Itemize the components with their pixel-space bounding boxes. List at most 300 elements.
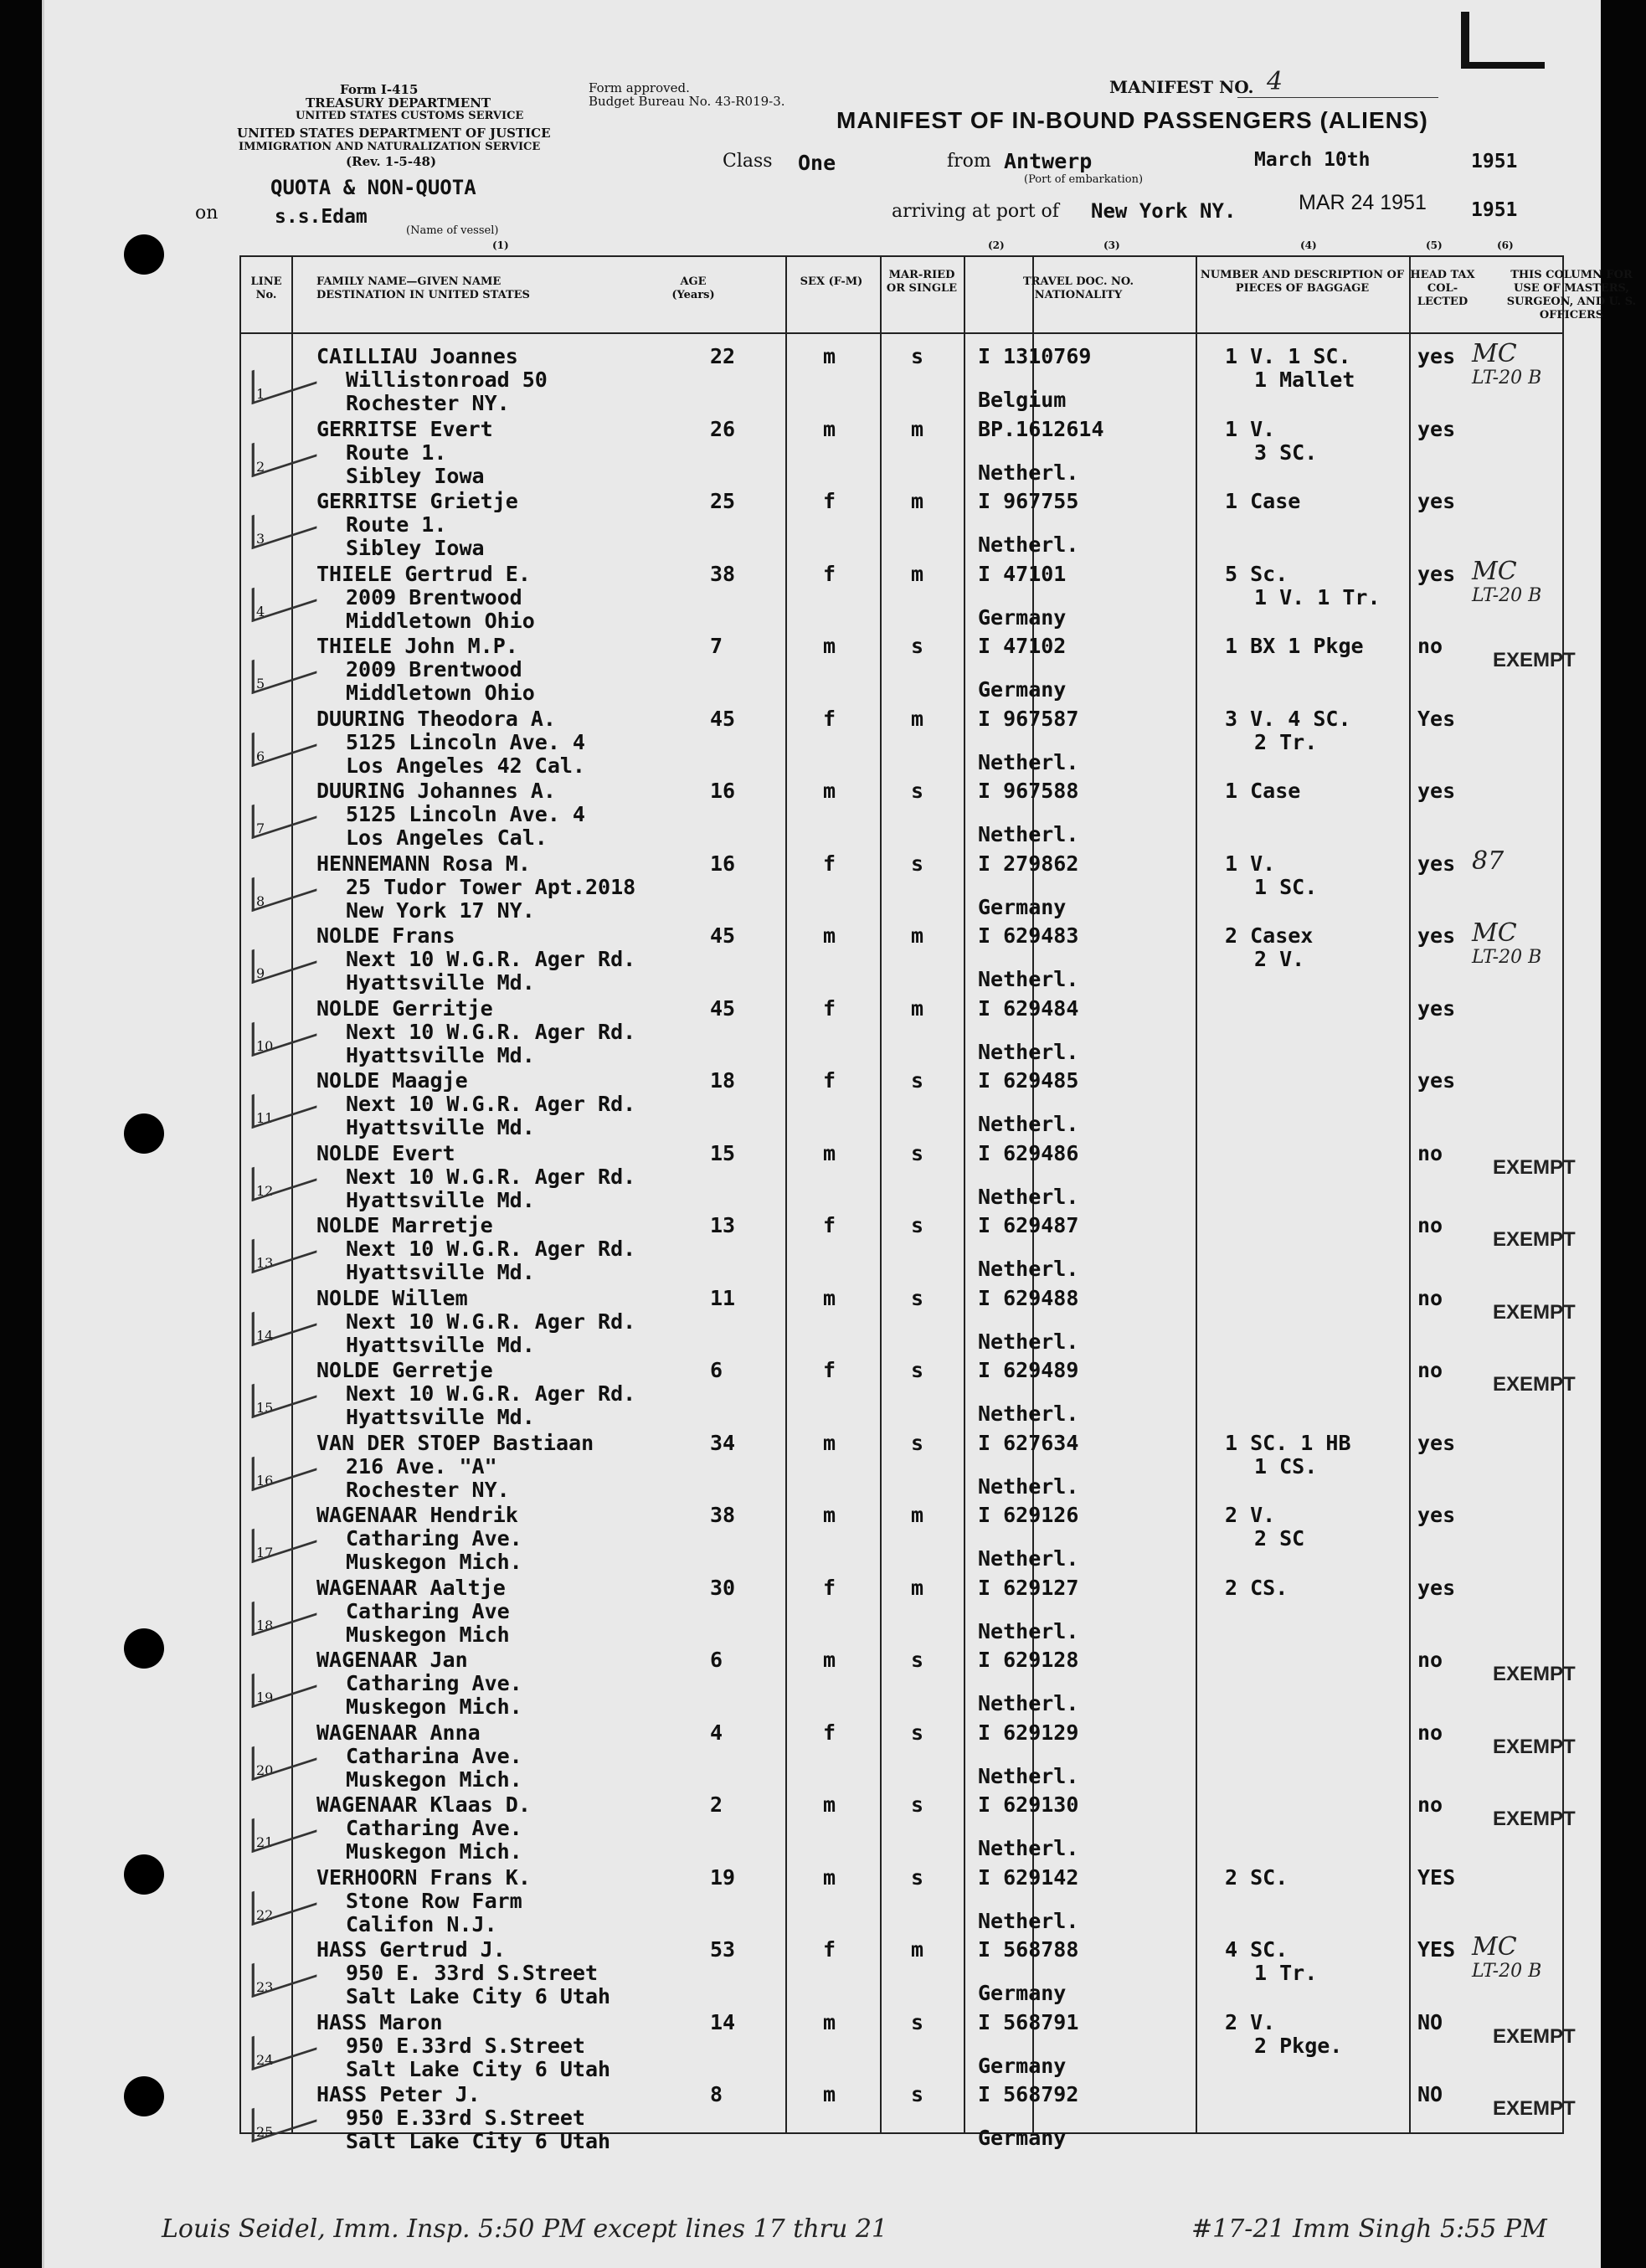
travel-doc: I 629129: [978, 1720, 1079, 1745]
age: 6: [710, 1648, 723, 1672]
marital-status: m: [911, 706, 924, 731]
nationality: Germany: [978, 604, 1067, 630]
passenger-name: WAGENAAR Aaltje: [316, 1575, 506, 1600]
sex: f: [823, 995, 836, 1021]
baggage-line-1: 2 V.: [1225, 2009, 1276, 2034]
col-number-4: (4): [1300, 239, 1317, 251]
passenger-table: [239, 239, 1637, 2153]
age: 25: [710, 489, 736, 513]
travel-doc: I 629127: [978, 1575, 1079, 1600]
passenger-name: THIELE Gertrud E.: [316, 561, 531, 586]
col-married: MAR-RIED OR SINGLE: [886, 269, 958, 295]
table-row: [241, 1855, 1562, 1936]
age: 15: [710, 1140, 736, 1165]
passenger-name: WAGENAAR Anna: [316, 1720, 481, 1745]
officer-note: EXEMPT: [1493, 1300, 1576, 1324]
table-row: [241, 1710, 1576, 1792]
address-line-2: Rochester NY.: [346, 1477, 510, 1502]
col-line: LINE No.: [250, 275, 282, 301]
baggage-line-2: 3 SC.: [1254, 440, 1318, 465]
age: 11: [710, 1285, 736, 1310]
nationality: Netherl.: [978, 1546, 1079, 1571]
address-line-2: Muskegon Mich: [346, 1622, 510, 1647]
marital-status: s: [911, 2082, 924, 2106]
passenger-name: HENNEMANN Rosa M.: [316, 851, 531, 876]
line-number: 16: [256, 1472, 274, 1489]
line-number: 23: [256, 1979, 274, 1995]
address-line-2: Salt Lake City 6 Utah: [346, 2056, 611, 2081]
nationality: Netherl.: [978, 967, 1079, 991]
nationality: Netherl.: [978, 749, 1079, 774]
line-number: 7: [256, 820, 265, 836]
line-number: 13: [256, 1255, 274, 1271]
form-number: Form I-415: [340, 82, 419, 97]
baggage-line-2: 1 CS.: [1254, 1453, 1318, 1479]
line-number: 22: [256, 1906, 274, 1923]
baggage-line-1: 2 SC.: [1225, 1864, 1289, 1890]
address-line-1: 2009 Brentwood: [346, 584, 522, 609]
age: 7: [710, 634, 723, 658]
punch-hole: [124, 234, 164, 275]
address-line-1: 950 E.33rd S.Street: [346, 2106, 585, 2130]
age: 6: [710, 1358, 723, 1382]
head-tax: no: [1417, 634, 1443, 658]
ins-line: IMMIGRATION AND NATURALIZATION SERVICE: [239, 141, 541, 153]
department-line-1: TREASURY DEPARTMENT: [306, 95, 491, 111]
marital-status: m: [911, 1575, 924, 1600]
sex: f: [823, 1213, 836, 1237]
age: 26: [710, 416, 736, 441]
line-number: 17: [256, 1545, 274, 1561]
checkmark-icon: [252, 1509, 317, 1563]
address-line-1: Next 10 W.G.R. Ager Rd.: [346, 1092, 636, 1116]
address-line-1: 5125 Lincoln Ave. 4: [346, 802, 585, 826]
head-tax: yes: [1417, 489, 1456, 513]
doj-line: UNITED STATES DEPARTMENT OF JUSTICE: [237, 126, 551, 141]
checkmark-icon: [252, 1725, 317, 1780]
inspector-signature: Louis Seidel, Imm. Insp. 5:50 PM except lines 17 thru 21: [162, 2214, 888, 2244]
nationality: Netherl.: [978, 1618, 1079, 1643]
address-line-2: Muskegon Mich.: [346, 1839, 522, 1864]
baggage-line-1: 1 V.: [1225, 851, 1276, 876]
travel-doc: I 629489: [978, 1358, 1079, 1382]
head-tax: yes: [1417, 779, 1456, 803]
baggage-line-2: 2 Tr.: [1254, 729, 1318, 754]
checkmark-icon: [252, 1436, 317, 1490]
checkmark-icon: [252, 1291, 317, 1345]
table-row: [241, 1203, 1576, 1284]
officer-note: MC: [1472, 918, 1517, 948]
passenger-name: NOLDE Gerritje: [316, 995, 493, 1021]
address-line-1: Catharing Ave.: [346, 1816, 522, 1840]
baggage-line-2: 2 Pkge.: [1254, 2033, 1343, 2058]
passenger-name: THIELE John M.P.: [316, 634, 518, 658]
address-line-1: 25 Tudor Tower Apt.2018: [346, 874, 636, 899]
nationality: Germany: [978, 894, 1067, 919]
checkmark-icon: [252, 1364, 317, 1418]
table-row: [241, 1421, 1562, 1502]
head-tax: yes: [1417, 1430, 1456, 1455]
age: 38: [710, 1503, 736, 1527]
marital-status: s: [911, 634, 924, 658]
sex: m: [823, 1140, 836, 1165]
head-tax: yes: [1417, 995, 1456, 1021]
address-line-2: Salt Lake City 6 Utah: [346, 2129, 611, 2153]
head-tax: NO: [1417, 2009, 1443, 2034]
officer-note-2: LT-20 B: [1472, 1961, 1542, 1982]
age: 45: [710, 923, 736, 948]
age: 16: [710, 851, 736, 876]
head-tax: YES: [1417, 1864, 1456, 1890]
address-line-1: Next 10 W.G.R. Ager Rd.: [346, 1237, 636, 1261]
passenger-name: DUURING Theodora A.: [316, 706, 556, 731]
line-number: 4: [256, 603, 265, 620]
passenger-name: HASS Maron: [316, 2009, 443, 2034]
nationality: Germany: [978, 2053, 1067, 2078]
age: 22: [710, 344, 736, 368]
marital-status: s: [911, 1140, 924, 1165]
col-name: FAMILY NAME—GIVEN NAME DESTINATION IN UNITED STATES: [316, 275, 530, 301]
checkmark-icon: [252, 422, 317, 476]
nationality: Netherl.: [978, 1401, 1079, 1426]
table-row: [241, 479, 1562, 560]
address-line-2: Hyattsville Md.: [346, 1042, 535, 1067]
checkmark-icon: [252, 1798, 317, 1853]
on-label: on: [195, 203, 219, 224]
officer-note-2: LT-20 B: [1472, 368, 1542, 388]
table-row: [241, 697, 1562, 778]
marital-status: s: [911, 779, 924, 803]
nationality: Netherl.: [978, 1908, 1079, 1933]
age: 45: [710, 706, 736, 731]
col-number-3: (3): [1103, 239, 1120, 251]
line-number: 10: [256, 1037, 274, 1054]
address-line-2: Salt Lake City 6 Utah: [346, 1984, 611, 2008]
nationality: Germany: [978, 1981, 1067, 2005]
class-value: One: [798, 151, 836, 175]
officer-note: MC: [1472, 1932, 1517, 1962]
manifest-no-label: MANIFEST NO.: [1109, 77, 1254, 97]
sex: m: [823, 1430, 836, 1455]
nationality: Germany: [978, 2126, 1067, 2150]
address-line-1: Catharina Ave.: [346, 1743, 522, 1768]
checkmark-icon: [252, 1074, 317, 1129]
head-tax: yes: [1417, 1068, 1456, 1093]
col-number-5: (5): [1426, 239, 1443, 251]
sex: m: [823, 416, 836, 441]
address-line-2: Middletown Ohio: [346, 608, 535, 633]
marital-status: m: [911, 995, 924, 1021]
officer-note: EXEMPT: [1493, 1155, 1576, 1179]
age: 53: [710, 1937, 736, 1962]
checkmark-icon: [252, 350, 317, 404]
sex: m: [823, 779, 836, 803]
age: 34: [710, 1430, 736, 1455]
table-row: [241, 769, 1562, 850]
head-tax: no: [1417, 1648, 1443, 1672]
age: 4: [710, 1720, 723, 1745]
address-line-1: Stone Row Farm: [346, 1888, 522, 1913]
travel-doc: I 629487: [978, 1213, 1079, 1237]
class-label: Class: [723, 151, 773, 172]
passenger-name: NOLDE Marretje: [316, 1213, 493, 1237]
marital-status: s: [911, 1864, 924, 1890]
checkmark-icon: [252, 929, 317, 984]
passenger-name: HASS Gertrud J.: [316, 1937, 506, 1962]
table-row: [241, 986, 1562, 1067]
line-number: 2: [256, 458, 265, 475]
passenger-name: NOLDE Evert: [316, 1140, 455, 1165]
officer-note: 87: [1472, 846, 1505, 876]
officer-note: EXEMPT: [1493, 1228, 1576, 1251]
travel-doc: I 629488: [978, 1285, 1079, 1310]
head-tax: NO: [1417, 2082, 1443, 2106]
passenger-name: WAGENAAR Jan: [316, 1648, 468, 1672]
nationality: Netherl.: [978, 1691, 1079, 1715]
age: 16: [710, 779, 736, 803]
age: 18: [710, 1068, 736, 1093]
port-embarkation-label: (Port of embarkation): [1024, 173, 1144, 186]
officer-note-2: LT-20 B: [1472, 584, 1542, 606]
checkmark-icon: [252, 495, 317, 549]
address-line-1: Next 10 W.G.R. Ager Rd.: [346, 947, 636, 971]
head-tax: yes: [1417, 561, 1456, 586]
table-row: [241, 624, 1576, 705]
punch-hole: [124, 2076, 164, 2116]
marital-status: m: [911, 923, 924, 948]
table-row: [241, 2000, 1576, 2081]
head-tax: no: [1417, 1213, 1443, 1237]
officer-note: EXEMPT: [1493, 1373, 1576, 1396]
sex: f: [823, 489, 836, 513]
travel-doc: I 568792: [978, 2082, 1079, 2106]
marital-status: m: [911, 1503, 924, 1527]
checkmark-icon: [252, 1653, 317, 1708]
nationality: Netherl.: [978, 532, 1079, 557]
address-line-1: 950 E. 33rd S.Street: [346, 1961, 599, 1985]
manifest-page: [42, 0, 1637, 2268]
line-number: 21: [256, 1834, 274, 1850]
passenger-name: VERHOORN Frans K.: [316, 1864, 531, 1890]
age: 13: [710, 1213, 736, 1237]
head-tax: YES: [1417, 1937, 1456, 1962]
col-officers: THIS COLUMN FOR USE OF MASTERS, SURGEON, AND U. S. OFFICERS: [1506, 269, 1637, 321]
checkmark-icon: [252, 1219, 317, 1273]
baggage-line-2: 2 SC: [1254, 1526, 1305, 1551]
address-line-2: Califon N.J.: [346, 1911, 497, 1936]
travel-doc: I 47102: [978, 634, 1067, 658]
baggage-line-1: 1 Case: [1225, 779, 1301, 803]
head-tax: no: [1417, 1720, 1443, 1745]
head-tax: yes: [1417, 851, 1456, 876]
travel-doc: I 279862: [978, 851, 1079, 876]
col-sex: SEX (F-M): [800, 275, 863, 288]
address-line-1: 5125 Lincoln Ave. 4: [346, 729, 585, 754]
punch-hole: [124, 1113, 164, 1154]
address-line-2: Hyattsville Md.: [346, 1405, 535, 1429]
checkmark-icon: [252, 1001, 317, 1056]
nationality: Germany: [978, 677, 1067, 702]
address-line-2: Hyattsville Md.: [346, 1115, 535, 1139]
address-line-2: Los Angeles 42 Cal.: [346, 753, 585, 778]
sex: m: [823, 1792, 836, 1817]
address-line-2: Los Angeles Cal.: [346, 825, 548, 850]
address-line-1: Next 10 W.G.R. Ager Rd.: [346, 1381, 636, 1406]
address-line-1: Catharing Ave.: [346, 1671, 522, 1695]
sex: f: [823, 561, 836, 586]
travel-doc: I 47101: [978, 561, 1067, 586]
table-row: [241, 841, 1562, 923]
baggage-line-1: 1 V.: [1225, 416, 1276, 441]
baggage-line-1: 2 CS.: [1225, 1575, 1289, 1600]
travel-doc: BP.1612614: [978, 416, 1104, 441]
table-row: [241, 1276, 1576, 1357]
baggage-line-2: 1 Tr.: [1254, 1961, 1318, 1985]
line-number: 6: [256, 748, 265, 764]
sex: m: [823, 1648, 836, 1672]
address-line-2: Hyattsville Md.: [346, 1187, 535, 1212]
baggage-line-1: 2 V.: [1225, 1503, 1276, 1527]
address-line-1: Catharing Ave: [346, 1598, 510, 1623]
sex: f: [823, 851, 836, 876]
revision-line: (Rev. 1-5-48): [346, 154, 437, 169]
age: 14: [710, 2009, 736, 2034]
address-line-1: Route 1.: [346, 512, 447, 537]
line-number: 5: [256, 676, 265, 692]
checkmark-icon: [252, 567, 317, 621]
address-line-1: Next 10 W.G.R. Ager Rd.: [346, 1164, 636, 1189]
baggage-line-2: 1 V. 1 Tr.: [1254, 584, 1381, 609]
officer-note: MC: [1472, 339, 1517, 368]
manifest-no-value: 4: [1267, 67, 1283, 96]
nationality: Netherl.: [978, 1112, 1079, 1136]
baggage-line-2: 2 V.: [1254, 947, 1305, 971]
travel-doc: I 629483: [978, 923, 1079, 948]
departure-date: March 10th: [1254, 149, 1371, 171]
officer-note: EXEMPT: [1493, 1663, 1576, 1685]
line-number: 11: [256, 1110, 274, 1126]
sex: m: [823, 1864, 836, 1890]
marital-status: m: [911, 489, 924, 513]
head-tax: no: [1417, 1285, 1443, 1310]
marital-status: s: [911, 851, 924, 876]
baggage-line-1: 2 Casex: [1225, 923, 1314, 948]
head-tax: yes: [1417, 923, 1456, 948]
checkmark-icon: [252, 856, 317, 911]
marital-status: s: [911, 1285, 924, 1310]
marital-status: s: [911, 1648, 924, 1672]
head-tax: no: [1417, 1140, 1443, 1165]
checkmark-icon: [252, 784, 317, 839]
checkmark-icon: [252, 1943, 317, 1998]
table-row: [241, 334, 1562, 415]
age: 2: [710, 1792, 723, 1817]
line-number: 24: [256, 2051, 274, 2068]
line-number: 12: [256, 1182, 274, 1199]
baggage-line-1: 1 SC. 1 HB: [1225, 1430, 1351, 1455]
marital-status: s: [911, 1720, 924, 1745]
passenger-name: CAILLIAU Joannes: [316, 344, 518, 368]
col-number-2: (2): [988, 239, 1005, 251]
travel-doc: I 967588: [978, 779, 1079, 803]
travel-doc: I 629128: [978, 1648, 1079, 1672]
col-age: AGE (Years): [671, 275, 715, 301]
line-number: 25: [256, 2124, 274, 2140]
travel-doc: I 568791: [978, 2009, 1079, 2034]
address-line-1: Catharing Ave.: [346, 1526, 522, 1551]
punch-hole: [124, 1628, 164, 1669]
marital-status: s: [911, 1213, 924, 1237]
table-row: [241, 407, 1562, 488]
travel-doc: I 629142: [978, 1864, 1079, 1890]
sex: m: [823, 1285, 836, 1310]
address-line-1: 2009 Brentwood: [346, 657, 522, 681]
nationality: Netherl.: [978, 1763, 1079, 1788]
travel-doc: I 1310769: [978, 344, 1092, 368]
nationality: Netherl.: [978, 1257, 1079, 1281]
age: 45: [710, 995, 736, 1021]
sex: m: [823, 2082, 836, 2106]
baggage-line-1: 1 V. 1 SC.: [1225, 344, 1351, 368]
age: 19: [710, 1864, 736, 1890]
travel-doc: I 629130: [978, 1792, 1079, 1817]
head-tax: yes: [1417, 1575, 1456, 1600]
passenger-name: GERRITSE Grietje: [316, 489, 518, 513]
line-number: 9: [256, 965, 265, 981]
line-number: 14: [256, 1327, 274, 1344]
sex: f: [823, 1575, 836, 1600]
baggage-line-2: 1 SC.: [1254, 874, 1318, 899]
head-tax: Yes: [1417, 706, 1456, 731]
col-head-tax: HEAD TAX COL-LECTED: [1410, 269, 1475, 308]
line-number: 15: [256, 1400, 274, 1416]
table-row: [241, 1782, 1576, 1864]
passenger-name: VAN DER STOEP Bastiaan: [316, 1430, 594, 1455]
baggage-line-1: 4 SC.: [1225, 1937, 1289, 1962]
col-baggage: NUMBER AND DESCRIPTION OF PIECES OF BAGGAGE: [1200, 269, 1405, 295]
passenger-name: WAGENAAR Hendrik: [316, 1503, 518, 1527]
age: 30: [710, 1575, 736, 1600]
from-value: Antwerp: [1004, 149, 1093, 173]
officer-note: EXEMPT: [1493, 1808, 1576, 1830]
arriving-label: arriving at port of: [892, 201, 1059, 222]
officer-note: EXEMPT: [1493, 649, 1576, 671]
address-line-1: Willistonroad 50: [346, 368, 548, 392]
checkmark-icon: [252, 712, 317, 766]
passenger-name: NOLDE Gerretje: [316, 1358, 493, 1382]
sex: m: [823, 923, 836, 948]
age: 38: [710, 561, 736, 586]
sex: f: [823, 1068, 836, 1093]
marital-status: s: [911, 2009, 924, 2034]
nationality: Netherl.: [978, 1184, 1079, 1209]
passenger-name: NOLDE Frans: [316, 923, 455, 948]
from-label: from: [947, 151, 991, 172]
sex: f: [823, 706, 836, 731]
passenger-name: GERRITSE Evert: [316, 416, 493, 441]
nationality: Netherl.: [978, 1329, 1079, 1354]
address-line-2: Hyattsville Md.: [346, 1260, 535, 1284]
passenger-name: DUURING Johannes A.: [316, 779, 556, 803]
address-line-1: Next 10 W.G.R. Ager Rd.: [346, 1019, 636, 1044]
address-line-1: 950 E.33rd S.Street: [346, 2033, 585, 2058]
budget-bureau: Budget Bureau No. 43-R019-3.: [589, 94, 785, 109]
address-line-2: Hyattsville Md.: [346, 970, 535, 995]
marital-status: s: [911, 1358, 924, 1382]
line-number: 3: [256, 531, 265, 547]
manifest-no-underline: [1237, 97, 1438, 98]
address-line-2: Sibley Iowa: [346, 536, 485, 560]
